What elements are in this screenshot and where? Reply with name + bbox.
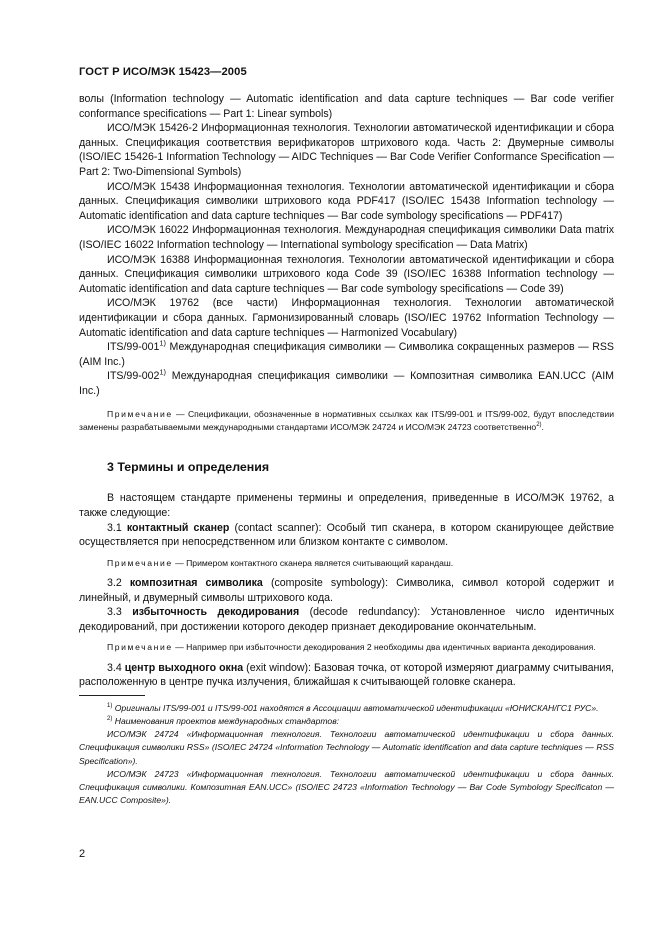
- definition: 3.1 контактный сканер (contact scanner): Особый тип сканера, в котором сканирующее действие осуществляется при непосредственном или близком контакте с символом.: [79, 521, 615, 549]
- definition: 3.3 избыточность декодирования (decode redundancy): Установленное число идентичных декодирований, при достижении которого декодер признает декодирование окончательным.: [79, 606, 614, 633]
- document-body: [79, 92, 614, 807]
- reference-item: ИСО/МЭК 16022 Информационная технология. Международная спецификация символики Data matrix (ISO/IEC 16022 Information technology — International symbology specification — Data Matrix): [79, 224, 614, 251]
- footnote: $^{1)}$ Оригиналы ITS/99-001 и ITS/99-001 находятся в Ассоциации автоматической идентификации «ЮНИСКАН/ГС1 РУС».: [107, 702, 599, 713]
- footnote-separator: [79, 695, 145, 696]
- definition: 3.4 центр выходного окна (exit window): Базовая точка, от которой измеряют диаграмму считывания, расположенную в центре пучка излучения, ближайшая к считывающей головке сканера.: [79, 661, 614, 689]
- reference-item-its2: ITS/99-002$^{1)}$ Международная спецификация символики — Композитная символика EAN.UCC (AIM Inc.): [79, 367, 614, 397]
- reference-item: ИСО/МЭК 19762 (все части) Информационная технология. Технологии автоматической идентификации и сбора данных. Гармонизированный словарь (ISO/IEC 19762 Information Technology — Automatic identification and data capture techniques — Harmonized Vocabulary): [79, 297, 614, 339]
- note: Примечание — Примером контактного сканера является считывающий карандаш.: [107, 557, 454, 568]
- reference-item: ИСО/МЭК 16388 Информационная технология. Технологии автоматической идентификации и сбора данных. Спецификация символики штрихового кода Code 39 (ISO/IEC 16388 Information technology — Automatic identification and data capture techniques — Bar code symbology specifications — Code 39): [79, 253, 614, 295]
- reference-item: ИСО/МЭК 15426-2 Информационная технология. Технологии автоматической идентификации и сбора данных. Спецификация соответствия верификаторов штрихового кода. Часть 2: Двумерные символы (ISO/IEC 15426-1 Information Technology — AIDC Techniques — Bar Code Verifier Conformance Specification — Part 2: Two-Dimensional Symbols): [79, 122, 614, 178]
- footnote: $^{2)}$ Наименования проектов международных стандартов:: [107, 716, 340, 727]
- note: Примечание — Спецификации, обозначенные в нормативных ссылках как ITS/99-001 и ITS/99-002, будут впоследствии заменены разрабатываемыми международными стандартами ИСО/МЭК 24724 и ИСО/МЭК 24723 соответственно$^{2)}$.: [79, 409, 614, 432]
- section-heading: 3 Термины и определения: [107, 459, 270, 474]
- document-header: ГОСТ Р ИСО/МЭК 15423—2005: [79, 66, 247, 78]
- reference-item: волы (Information technology — Automatic identification and data capture techniques — Bar code verifier conformance specifications — Part 1: Linear symbols): [79, 93, 614, 120]
- reference-item-its1: ITS/99-001$^{1)}$ Международная спецификация символики — Символика сокращенных размеров — RSS (AIM Inc.): [79, 338, 614, 368]
- footnote-item: ИСО/МЭК 24723 «Информационная технология. Технологии автоматической идентификации и сбора данных. Спецификация символики. Композитная EAN.UCC» (ISO/IEC 24723 «Information Technology — Bar Code Symbology Specificaton — EAN.UCC Composite»).: [79, 768, 614, 806]
- note: Примечание — Например при избыточности декодирования 2 необходимы два идентичных варианта декодирования.: [107, 642, 596, 653]
- footnote-item: ИСО/МЭК 24724 «Информационная технология. Технологии автоматической идентификации и сбора данных. Спецификация символики RSS» (ISO/IEC 24724 «Information Technology — Automatic identification and data capture techniques — RSS Specification»).: [79, 729, 614, 766]
- section-intro: В настоящем стандарте применены термины и определения, приведенные в ИСО/МЭК 19762, а также следующие:: [79, 492, 614, 520]
- page-number: 2: [79, 848, 86, 860]
- definition: 3.2 композитная символика (composite symbology): Символика, символ которой содержит и линейный, и двумерный символы штрихового кода.: [79, 577, 615, 604]
- reference-item: ИСО/МЭК 15438 Информационная технология. Технологии автоматической идентификации и сбора данных. Спецификация символики штрихового кода PDF417 (ISO/IEC 15438 Information technology — Automatic identification and data capture techniques — Bar code symbology specifications — PDF417): [79, 180, 614, 222]
